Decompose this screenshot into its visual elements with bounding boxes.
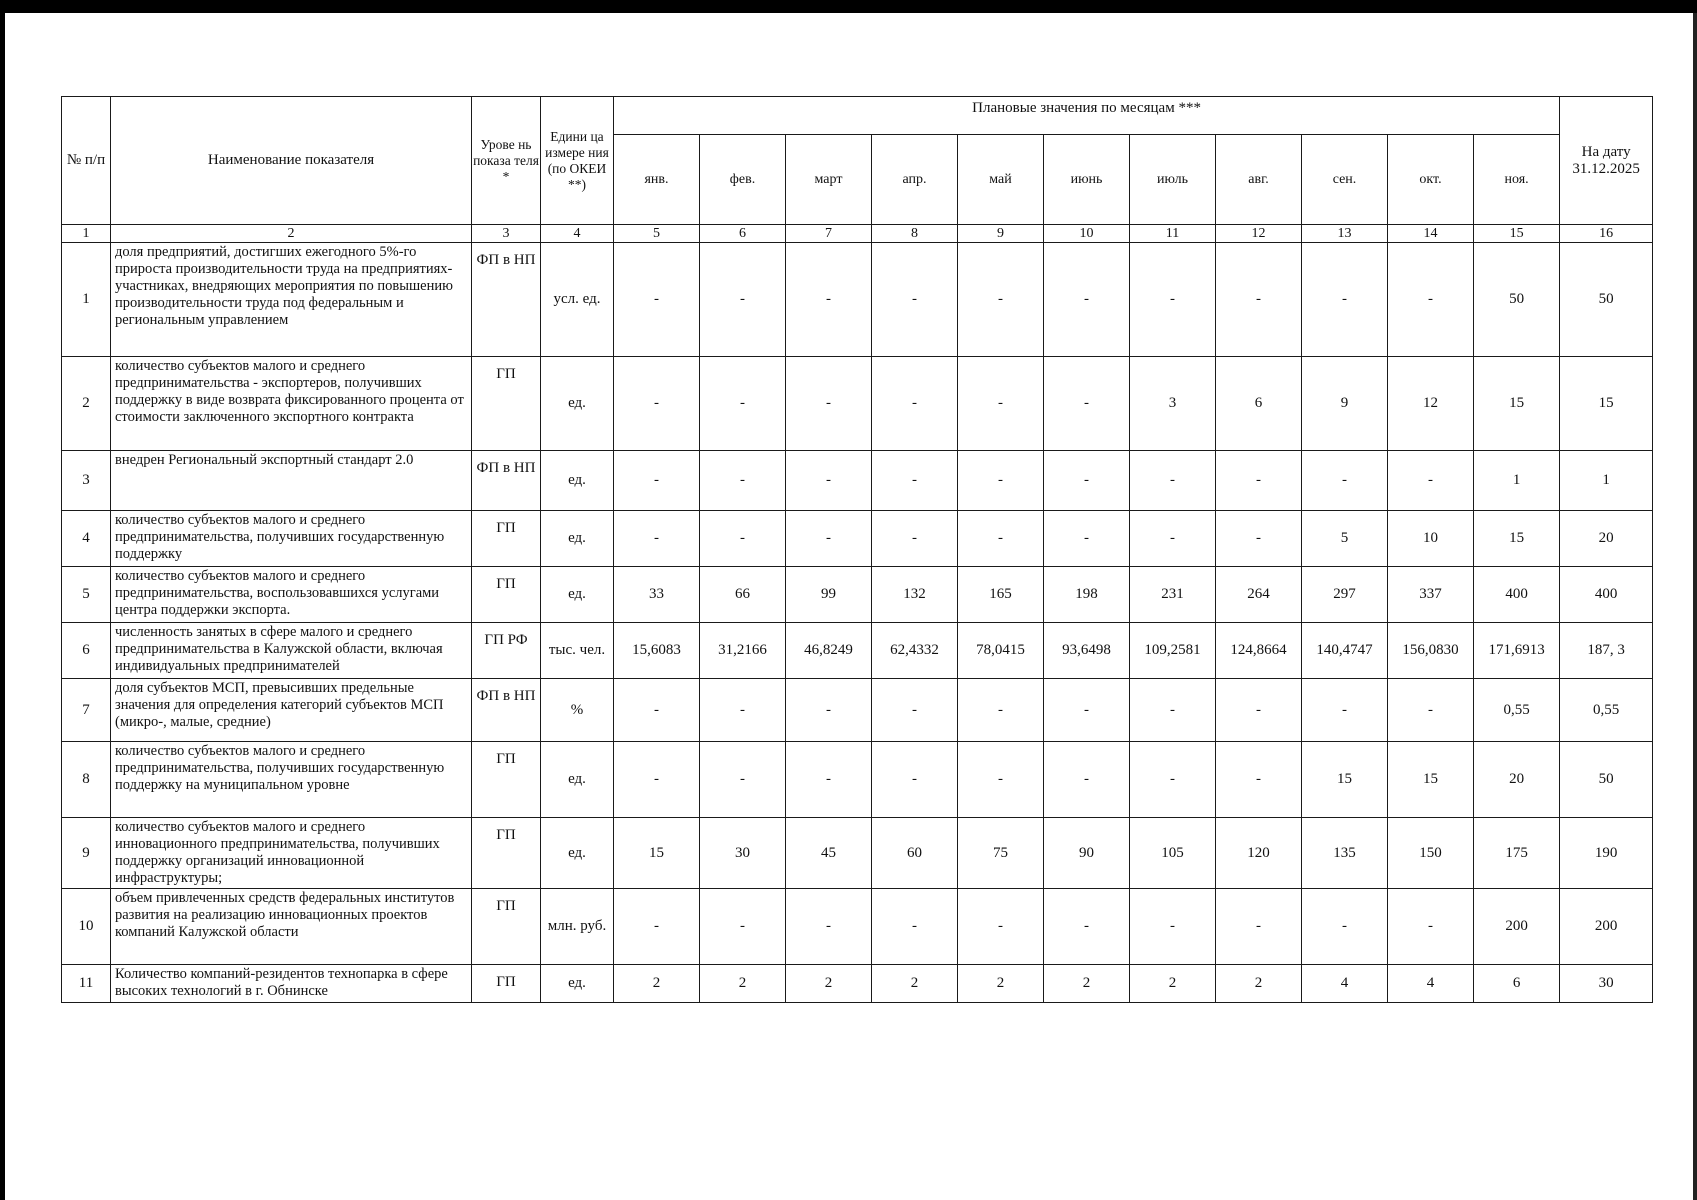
scan-right-edge [1693, 13, 1697, 1200]
table-row [62, 742, 1653, 818]
month-value: 2 [872, 965, 958, 1003]
month-value: - [1216, 243, 1302, 357]
month-value: 198 [1044, 567, 1130, 623]
table-row [62, 357, 1653, 451]
table-row [62, 567, 1653, 623]
indicator-level: ГП [472, 818, 541, 889]
month-value: - [614, 243, 700, 357]
month-value: - [1388, 889, 1474, 965]
indicator-level: ФП в НП [472, 679, 541, 742]
month-value: - [614, 511, 700, 567]
table-row [62, 818, 1653, 889]
month-value: 15,6083 [614, 623, 700, 679]
indicator-unit: ед. [541, 742, 614, 818]
indicator-name: количество субъектов малого и среднего предпринимательства, получивших государственную поддержку на муниципальном уровне [111, 742, 472, 818]
row-number: 7 [62, 679, 111, 742]
month-value: - [786, 511, 872, 567]
header-month: янв. [614, 135, 700, 225]
month-value: 66 [700, 567, 786, 623]
month-value: - [700, 889, 786, 965]
header-month: май [958, 135, 1044, 225]
column-number-row [62, 225, 1653, 243]
month-value: 15 [1474, 511, 1560, 567]
month-value: 2 [1044, 965, 1130, 1003]
column-number: 15 [1474, 225, 1560, 243]
column-number: 7 [786, 225, 872, 243]
month-value: 105 [1130, 818, 1216, 889]
column-number: 12 [1216, 225, 1302, 243]
month-value: - [700, 243, 786, 357]
month-value: - [1302, 243, 1388, 357]
column-number: 1 [62, 225, 111, 243]
month-value: - [700, 742, 786, 818]
month-value: - [1388, 451, 1474, 511]
final-value: 200 [1560, 889, 1653, 965]
month-value: - [872, 889, 958, 965]
indicator-level: ГП [472, 511, 541, 567]
month-value: - [958, 243, 1044, 357]
month-value: 6 [1216, 357, 1302, 451]
month-value: - [1216, 679, 1302, 742]
month-value: - [700, 451, 786, 511]
month-value: - [786, 889, 872, 965]
indicator-level: ГП [472, 357, 541, 451]
final-value: 50 [1560, 243, 1653, 357]
month-value: 6 [1474, 965, 1560, 1003]
column-number: 6 [700, 225, 786, 243]
header-month: июнь [1044, 135, 1130, 225]
month-value: - [1130, 243, 1216, 357]
month-value: - [1216, 889, 1302, 965]
month-value: - [872, 243, 958, 357]
month-value: - [700, 357, 786, 451]
month-value: - [700, 511, 786, 567]
month-value: 156,0830 [1388, 623, 1474, 679]
indicators-table [61, 96, 1653, 1003]
indicator-name: объем привлеченных средств федеральных институтов развития на реализацию инновационных проектов компаний Калужской области [111, 889, 472, 965]
month-value: 200 [1474, 889, 1560, 965]
month-value: 5 [1302, 511, 1388, 567]
table-row [62, 451, 1653, 511]
month-value: - [1302, 889, 1388, 965]
column-number: 14 [1388, 225, 1474, 243]
row-number: 1 [62, 243, 111, 357]
table-row [62, 889, 1653, 965]
month-value: - [786, 243, 872, 357]
month-value: 15 [1388, 742, 1474, 818]
header-plan: Плановые значения по месяцам *** [614, 97, 1560, 135]
month-value: 45 [786, 818, 872, 889]
column-number: 8 [872, 225, 958, 243]
month-value: - [614, 742, 700, 818]
month-value: - [1044, 889, 1130, 965]
table-row [62, 511, 1653, 567]
month-value: 33 [614, 567, 700, 623]
row-number: 2 [62, 357, 111, 451]
month-value: 120 [1216, 818, 1302, 889]
month-value: - [1216, 511, 1302, 567]
header-row-1 [62, 97, 1653, 135]
indicator-level: ГП [472, 567, 541, 623]
scan-left-edge [0, 13, 5, 1200]
indicator-name: количество субъектов малого и среднего предпринимательства, воспользовавшихся услугами центра поддержки экспорта. [111, 567, 472, 623]
header-unit: Едини ца измере ния (по ОКЕИ **) [541, 97, 614, 225]
column-number: 11 [1130, 225, 1216, 243]
month-value: 175 [1474, 818, 1560, 889]
month-value: 50 [1474, 243, 1560, 357]
row-number: 6 [62, 623, 111, 679]
month-value: 150 [1388, 818, 1474, 889]
month-value: - [1388, 679, 1474, 742]
month-value: 132 [872, 567, 958, 623]
row-number: 11 [62, 965, 111, 1003]
month-value: - [1044, 357, 1130, 451]
month-value: - [786, 357, 872, 451]
indicator-name: доля субъектов МСП, превысивших предельные значения для определения категорий субъектов МСП (микро-, малые, средние) [111, 679, 472, 742]
indicator-level: ГП РФ [472, 623, 541, 679]
month-value: 135 [1302, 818, 1388, 889]
indicator-unit: усл. ед. [541, 243, 614, 357]
month-value: - [958, 451, 1044, 511]
month-value: - [958, 679, 1044, 742]
month-value: - [614, 451, 700, 511]
indicator-level: ФП в НП [472, 451, 541, 511]
header-month: авг. [1216, 135, 1302, 225]
row-number: 4 [62, 511, 111, 567]
header-month: март [786, 135, 872, 225]
table-row [62, 679, 1653, 742]
month-value: 165 [958, 567, 1044, 623]
month-value: 337 [1388, 567, 1474, 623]
row-number: 10 [62, 889, 111, 965]
indicator-level: ГП [472, 742, 541, 818]
month-value: 140,4747 [1302, 623, 1388, 679]
indicator-unit: ед. [541, 451, 614, 511]
table-row [62, 965, 1653, 1003]
month-value: 30 [700, 818, 786, 889]
indicator-name: Количество компаний-резидентов технопарка в сфере высоких технологий в г. Обнинске [111, 965, 472, 1003]
month-value: 2 [614, 965, 700, 1003]
table-row [62, 623, 1653, 679]
month-value: 1 [1474, 451, 1560, 511]
month-value: 124,8664 [1216, 623, 1302, 679]
month-value: 62,4332 [872, 623, 958, 679]
header-name: Наименование показателя [111, 97, 472, 225]
column-number: 13 [1302, 225, 1388, 243]
month-value: - [1044, 243, 1130, 357]
indicator-name: количество субъектов малого и среднего предпринимательства, получивших государственную поддержку [111, 511, 472, 567]
month-value: - [958, 889, 1044, 965]
month-value: 171,6913 [1474, 623, 1560, 679]
month-value: 12 [1388, 357, 1474, 451]
month-value: - [958, 742, 1044, 818]
month-value: 3 [1130, 357, 1216, 451]
row-number: 8 [62, 742, 111, 818]
month-value: - [1216, 451, 1302, 511]
header-level: Урове нь показа теля * [472, 97, 541, 225]
final-value: 190 [1560, 818, 1653, 889]
header-final: На дату 31.12.2025 [1560, 97, 1653, 225]
month-value: 90 [1044, 818, 1130, 889]
month-value: - [872, 357, 958, 451]
indicator-level: ГП [472, 889, 541, 965]
month-value: 31,2166 [700, 623, 786, 679]
month-value: - [614, 679, 700, 742]
indicator-unit: ед. [541, 818, 614, 889]
column-number: 5 [614, 225, 700, 243]
month-value: 4 [1302, 965, 1388, 1003]
month-value: 78,0415 [958, 623, 1044, 679]
month-value: 20 [1474, 742, 1560, 818]
month-value: 10 [1388, 511, 1474, 567]
header-num: № п/п [62, 97, 111, 225]
month-value: - [1302, 451, 1388, 511]
indicator-unit: ед. [541, 965, 614, 1003]
indicator-name: доля предприятий, достигших ежегодного 5%-го прироста производительности труда на предприятиях-участниках, внедряющих мероприятия по повышению производительности труда под федеральным и региональным управлением [111, 243, 472, 357]
month-value: 2 [1216, 965, 1302, 1003]
indicator-name: количество субъектов малого и среднего инновационного предпринимательства, получивших поддержку организаций инновационной инфраструктуры; [111, 818, 472, 889]
month-value: - [872, 451, 958, 511]
row-number: 9 [62, 818, 111, 889]
column-number: 3 [472, 225, 541, 243]
row-number: 3 [62, 451, 111, 511]
month-value: - [614, 357, 700, 451]
table-body [62, 243, 1653, 1003]
final-value: 400 [1560, 567, 1653, 623]
row-number: 5 [62, 567, 111, 623]
table-row [62, 243, 1653, 357]
final-value: 20 [1560, 511, 1653, 567]
month-value: 264 [1216, 567, 1302, 623]
month-value: 46,8249 [786, 623, 872, 679]
indicator-unit: млн. руб. [541, 889, 614, 965]
indicator-unit: % [541, 679, 614, 742]
header-month: фев. [700, 135, 786, 225]
month-value: - [1130, 511, 1216, 567]
indicators-table-wrapper [61, 96, 1652, 1003]
month-value: - [786, 742, 872, 818]
final-value: 1 [1560, 451, 1653, 511]
header-month: окт. [1388, 135, 1474, 225]
header-month: ноя. [1474, 135, 1560, 225]
indicator-unit: ед. [541, 357, 614, 451]
final-value: 30 [1560, 965, 1653, 1003]
indicator-unit: тыс. чел. [541, 623, 614, 679]
column-number: 16 [1560, 225, 1653, 243]
month-value: - [958, 357, 1044, 451]
month-value: - [1130, 742, 1216, 818]
month-value: 297 [1302, 567, 1388, 623]
column-number: 4 [541, 225, 614, 243]
month-value: - [614, 889, 700, 965]
month-value: - [1044, 511, 1130, 567]
month-value: - [786, 679, 872, 742]
indicator-name: численность занятых в сфере малого и среднего предпринимательства в Калужской области, включая индивидуальных предпринимателей [111, 623, 472, 679]
month-value: - [1216, 742, 1302, 818]
column-number: 9 [958, 225, 1044, 243]
month-value: 15 [614, 818, 700, 889]
month-value: - [1044, 451, 1130, 511]
month-value: - [700, 679, 786, 742]
indicator-level: ГП [472, 965, 541, 1003]
month-value: 99 [786, 567, 872, 623]
month-value: 2 [1130, 965, 1216, 1003]
month-value: - [1130, 679, 1216, 742]
month-value: 60 [872, 818, 958, 889]
final-value: 187, 3 [1560, 623, 1653, 679]
indicator-unit: ед. [541, 511, 614, 567]
indicator-level: ФП в НП [472, 243, 541, 357]
scan-top-band [0, 0, 1697, 13]
month-value: 2 [786, 965, 872, 1003]
month-value: 15 [1302, 742, 1388, 818]
column-number: 10 [1044, 225, 1130, 243]
month-value: 2 [958, 965, 1044, 1003]
header-month: июль [1130, 135, 1216, 225]
month-value: 0,55 [1474, 679, 1560, 742]
final-value: 0,55 [1560, 679, 1653, 742]
month-value: - [872, 742, 958, 818]
indicator-name: внедрен Региональный экспортный стандарт 2.0 [111, 451, 472, 511]
month-value: - [1130, 889, 1216, 965]
month-value: 9 [1302, 357, 1388, 451]
indicator-unit: ед. [541, 567, 614, 623]
month-value: 231 [1130, 567, 1216, 623]
header-month: сен. [1302, 135, 1388, 225]
month-value: 15 [1474, 357, 1560, 451]
month-value: - [1044, 742, 1130, 818]
header-month: апр. [872, 135, 958, 225]
month-value: - [958, 511, 1044, 567]
final-value: 50 [1560, 742, 1653, 818]
month-value: 93,6498 [1044, 623, 1130, 679]
month-value: - [786, 451, 872, 511]
month-value: 400 [1474, 567, 1560, 623]
month-value: - [1388, 243, 1474, 357]
month-value: 109,2581 [1130, 623, 1216, 679]
indicator-name: количество субъектов малого и среднего предпринимательства - экспортеров, получивших поддержку в виде возврата фиксированного процента от стоимости заключенного экспортного контракта [111, 357, 472, 451]
month-value: - [1130, 451, 1216, 511]
month-value: 2 [700, 965, 786, 1003]
month-value: - [872, 679, 958, 742]
column-number: 2 [111, 225, 472, 243]
month-value: - [872, 511, 958, 567]
month-value: - [1044, 679, 1130, 742]
final-value: 15 [1560, 357, 1653, 451]
month-value: 4 [1388, 965, 1474, 1003]
month-value: - [1302, 679, 1388, 742]
month-value: 75 [958, 818, 1044, 889]
